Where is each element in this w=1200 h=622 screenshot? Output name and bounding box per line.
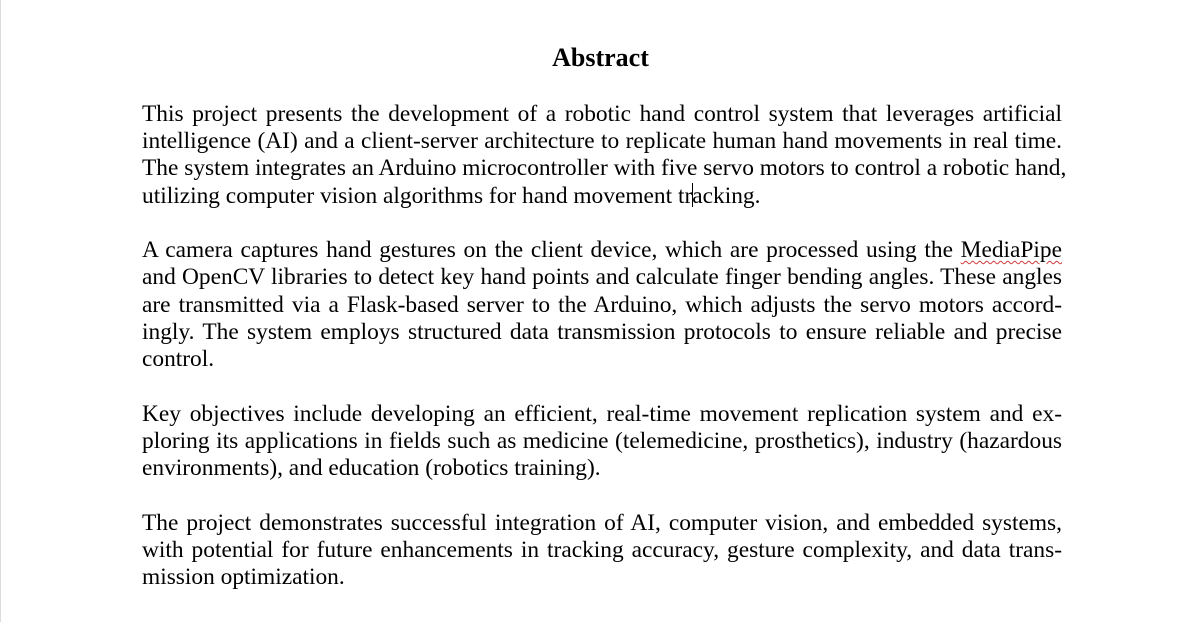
paragraph-line: and OpenCV libraries to detect key hand points and calculate finger bending angles. These angles (142, 264, 1062, 291)
paragraph-line: with potential for future enhancements in tracking accuracy, gesture complexity, and data trans- (142, 536, 1062, 563)
text-after-cursor: acking. (692, 182, 761, 209)
paragraph-2[interactable] (142, 237, 1062, 373)
paragraph-line: Key objectives include developing an efficient, real-time movement replication system and ex- (142, 400, 1062, 427)
paragraph-line: The project demonstrates successful integration of AI, computer vision, and embedded systems, (142, 509, 1062, 536)
paragraph-line: ingly. The system employs structured data transmission protocols to ensure reliable and precise (142, 318, 1062, 345)
paragraph-3[interactable] (142, 401, 1062, 483)
paragraph-4[interactable] (142, 510, 1062, 592)
paragraph-line: are transmitted via a Flask-based server to the Arduino, which adjusts the servo motors accord- (142, 291, 1062, 318)
paragraph-1[interactable] (142, 101, 1067, 210)
text-before-cursor: utilizing computer vision algorithms for hand movement tr (142, 182, 693, 209)
paragraph-line (142, 237, 1062, 264)
abstract-heading: Abstract (552, 43, 649, 72)
paragraph-line: intelligence (AI) and a client-server architecture to replicate human hand movements in real time. (142, 128, 1062, 155)
line-text: A camera captures hand gestures on the client device, which are processed using the (142, 237, 961, 264)
paragraph-line (142, 183, 1062, 210)
paragraph-line: mission optimization. (142, 564, 345, 591)
paragraph-line: control. (142, 346, 215, 373)
paragraph-line: The system integrates an Arduino microcontroller with five servo motors to control a robotic hand, (142, 155, 1067, 182)
spellcheck-flagged-word[interactable]: MediaPipe (960, 237, 1062, 264)
paragraph-line: This project presents the development of a robotic hand control system that leverages artificial (142, 101, 1062, 127)
document-body[interactable] (142, 101, 1067, 619)
paragraph-line: environments), and education (robotics training). (142, 455, 601, 482)
paragraph-line: ploring its applications in fields such as medicine (telemedicine, prosthetics), industry (hazardous (142, 427, 1062, 454)
